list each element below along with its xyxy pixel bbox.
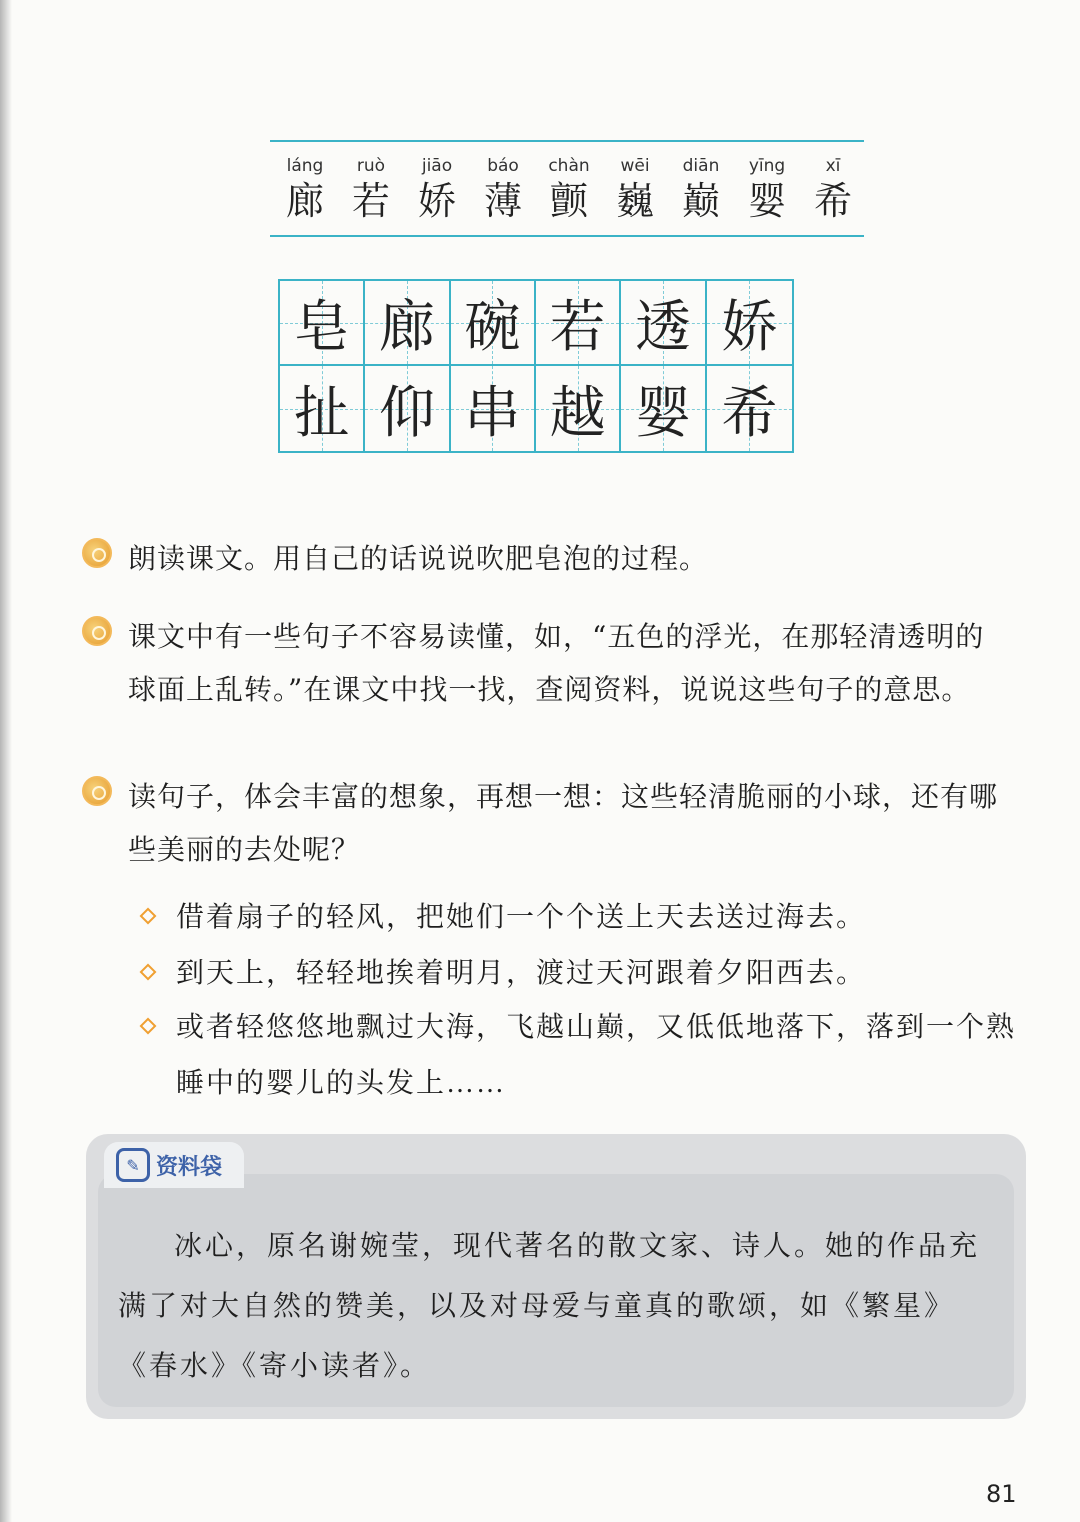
grid-char: 若 [549, 294, 606, 360]
grid-cell [365, 366, 450, 451]
sentence-text: 到天上，轻轻地挨着明月，渡过天河跟着夕阳西去。 [176, 958, 867, 989]
diamond-bullet-icon [140, 1018, 157, 1035]
hanzi: 巍 [615, 179, 654, 223]
grid-char: 扯 [293, 380, 350, 446]
sentence-text: 借着扇子的轻风，把她们一个个送上天去送过海去。 [176, 902, 867, 933]
example-sentence-1 [142, 890, 1022, 946]
resource-box-title: 资料袋 [156, 1154, 223, 1180]
hanzi: 薄 [483, 179, 522, 223]
page-edge-shadow [0, 0, 12, 1522]
resource-box-tab [104, 1142, 244, 1188]
grid-char: 皂 [293, 294, 350, 360]
pinyin: diān [682, 156, 720, 176]
exercise-2 [82, 610, 1012, 716]
hanzi: 巅 [681, 179, 720, 223]
grid-cell [451, 281, 536, 366]
exercise-text: 读句子，体会丰富的想象，再想一想：这些轻清脆丽的小球，还有哪些美丽的去处呢？ [128, 780, 999, 866]
writing-grid [278, 279, 794, 453]
grid-char: 婴 [634, 380, 691, 446]
exercise-bullet-icon [82, 538, 112, 568]
pinyin: jiāo [421, 156, 453, 176]
recognition-chars-band [270, 140, 864, 237]
hanzi: 希 [813, 179, 852, 223]
recog-item [676, 154, 726, 224]
hanzi: 婴 [747, 179, 786, 223]
hanzi: 若 [351, 179, 390, 223]
grid-cell [280, 366, 365, 451]
recog-item [610, 154, 660, 224]
exercise-bullet-icon [82, 776, 112, 806]
grid-char: 碗 [464, 294, 521, 360]
example-sentence-2 [142, 946, 1022, 1002]
resource-box [86, 1134, 1026, 1419]
exercise-bullet-icon [82, 616, 112, 646]
grid-cell [451, 366, 536, 451]
example-sentence-3 [142, 1000, 1022, 1112]
hanzi: 颤 [549, 179, 588, 223]
recog-item [412, 154, 462, 224]
grid-char: 娇 [721, 294, 778, 360]
exercise-text: 朗读课文。用自己的话说说吹肥皂泡的过程。 [128, 542, 709, 575]
grid-cell [536, 281, 621, 366]
grid-cell [621, 366, 706, 451]
exercise-text: 课文中有一些句子不容易读懂，如，“五色的浮光，在那轻清透明的球面上乱转。”在课文中找一找，查阅资料，说说这些句子的意思。 [128, 620, 985, 706]
grid-char: 越 [549, 380, 606, 446]
recog-item [742, 154, 792, 224]
grid-char: 仰 [378, 380, 435, 446]
pinyin: yīng [748, 156, 786, 176]
grid-cell [707, 366, 792, 451]
pinyin: chàn [548, 156, 590, 176]
pinyin: báo [487, 156, 519, 176]
diamond-bullet-icon [140, 908, 157, 925]
pinyin: wēi [620, 156, 650, 176]
recog-item [478, 154, 528, 224]
hanzi: 廊 [285, 179, 324, 223]
pinyin: láng [286, 156, 324, 176]
exercise-3 [82, 770, 1012, 876]
grid-char: 串 [464, 380, 521, 446]
resource-box-body [118, 1216, 1000, 1396]
recog-item [346, 154, 396, 224]
grid-cell [365, 281, 450, 366]
pinyin: xī [825, 156, 841, 176]
band-top-line [270, 140, 864, 142]
exercise-1 [82, 532, 1012, 585]
pinyin: ruò [356, 156, 386, 176]
sentence-text: 或者轻悠悠地飘过大海，飞越山巅，又低低地落下，落到一个熟睡中的婴儿的头发上…… [176, 1012, 1017, 1099]
resource-text: 冰心，原名谢婉莹，现代著名的散文家、诗人。她的作品充满了对大自然的赞美，以及对母爱与童真的歌颂，如《繁星》《春水》《寄小读者》。 [118, 1229, 981, 1382]
hanzi: 娇 [417, 179, 456, 223]
grid-char: 希 [721, 380, 778, 446]
grid-cell [621, 281, 706, 366]
grid-cell [280, 281, 365, 366]
page-number: 81 [986, 1480, 1017, 1508]
recog-item [544, 154, 594, 224]
band-bottom-line [270, 235, 864, 237]
grid-cell [536, 366, 621, 451]
recog-item [808, 154, 858, 224]
bag-icon: ✎ [116, 1148, 150, 1182]
grid-char: 廊 [378, 294, 435, 360]
diamond-bullet-icon [140, 964, 157, 981]
recog-item [280, 154, 330, 224]
grid-char: 透 [634, 294, 691, 360]
grid-cell [707, 281, 792, 366]
